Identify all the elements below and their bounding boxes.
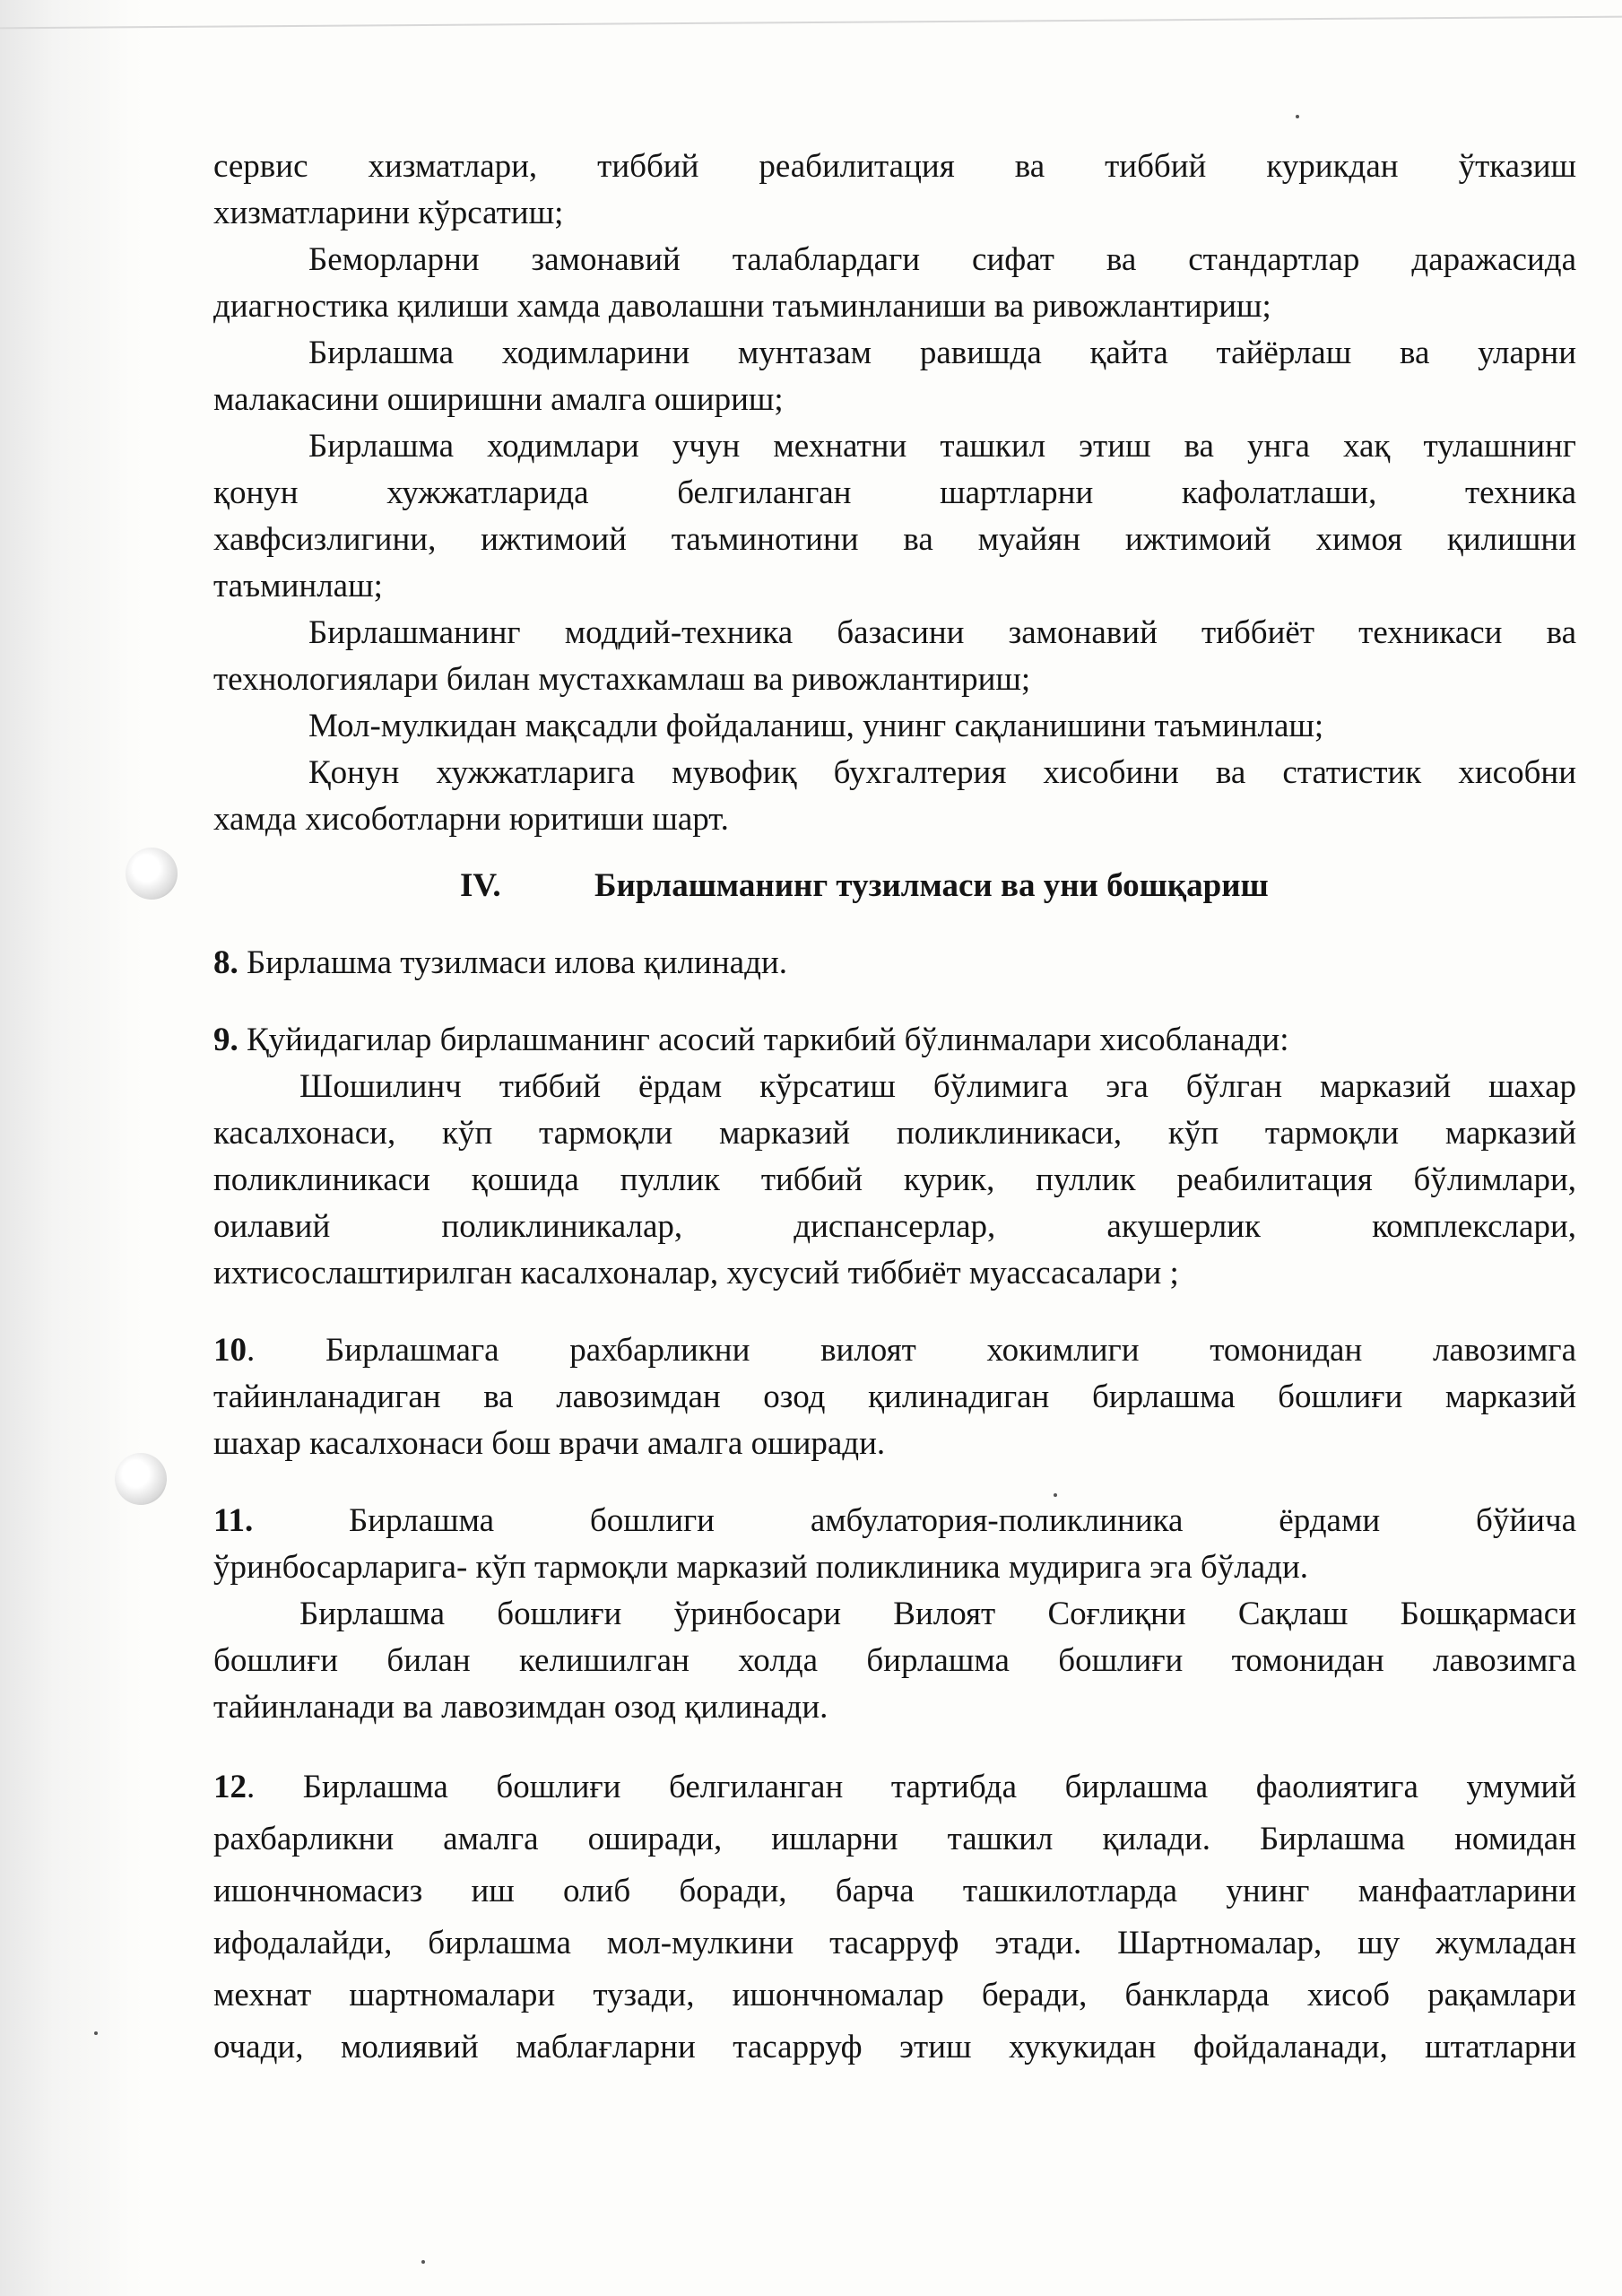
punch-hole <box>115 1453 167 1505</box>
item-text: . Бирлашмага рахбарликни вилоят хокимлиги томонидан лавозимга <box>247 1332 1576 1369</box>
section-heading <box>213 863 1576 909</box>
text-line: Шошилинч тиббий ёрдам кўрсатиш бўлимига эга бўлган марказий шахар <box>299 1068 1576 1105</box>
text-line: малакасини оширишни амалга ошириш; <box>213 381 784 418</box>
text-line: оилавий поликлиникалар, диспансерлар, акушерлик комплекслари, <box>213 1208 1576 1245</box>
text-line: Бирлашма бошлиғи ўринбосари Вилоят Соғлиқни Сақлаш Бошқармаси <box>299 1596 1576 1632</box>
text-line: қонун хужжатларида белгиланган шартларни кафолатлаши, техника <box>213 474 1576 511</box>
text-line: ўринбосарларига- кўп тармоқли марказий поликлиника мудирига эга бўлади. <box>213 1549 1308 1586</box>
item-11 <box>213 1498 1576 1544</box>
item-number: 11. <box>213 1502 254 1539</box>
sheet-top-edge <box>0 16 1622 30</box>
item-text: Бирлашма тузилмаси илова қилинади. <box>238 944 787 981</box>
text-line: диагностика қилиши хамда даволашни таъминланиши ва ривожлантириш; <box>213 288 1271 325</box>
item-12 <box>213 1761 1576 1813</box>
text-line: Бирлашма ходимлари учун мехнатни ташкил этиш ва унга хақ тулашнинг <box>308 428 1576 465</box>
text-line: хавфсизлигини, ижтимоий таъминотини ва муайян ижтимоий химоя қилишни <box>213 521 1576 558</box>
document-body <box>213 144 1576 2074</box>
text-line: Мол-мулкидан мақсадли фойдаланиш, унинг сақланишини таъминлаш; <box>308 708 1324 744</box>
item-text: Бирлашма бошлиги амбулатория-поликлиника ёрдами бўйича <box>253 1502 1576 1539</box>
text-line: хизматларини кўрсатиш; <box>213 195 564 231</box>
item-number: 9. <box>213 1022 239 1058</box>
text-line: очади, молиявий маблағларни тасарруф этиш хукукидан фойдаланади, штатларни <box>213 2029 1576 2066</box>
text-line: ишончномасиз иш олиб боради, барча ташкилотларда унинг манфаатларини <box>213 1873 1576 1909</box>
text-line: поликлиникаси қошида пуллик тиббий курик, пуллик реабилитация бўлимлари, <box>213 1161 1576 1198</box>
text-line: бошлиғи билан келишилган холда бирлашма бошлиғи томонидан лавозимга <box>213 1642 1576 1679</box>
text-line: Беморларни замонавий талаблардаги сифат ва стандартлар даражасида <box>308 241 1576 278</box>
text-line: ифодалайди, бирлашма мол-мулкини тасарруф этади. Шартномалар, шу жумладан <box>213 1925 1576 1961</box>
section-title: Бирлашманинг тузилмаси ва уни бошқариш <box>594 867 1269 904</box>
text-line: мехнат шартномалари тузади, ишончномалар беради, банкларда хисоб рақамлари <box>213 1977 1576 2013</box>
text-line: тайинланади ва лавозимдан озод қилинади. <box>213 1689 828 1726</box>
punch-hole <box>126 848 178 900</box>
item-10 <box>213 1327 1576 1374</box>
item-text: . Бирлашма бошлиғи белгиланган тартибда бирлашма фаолиятига умумий <box>247 1769 1576 1805</box>
item-number: 10 <box>213 1332 247 1369</box>
scan-speck <box>94 2031 98 2035</box>
text-line: ихтисослаштирилган касалхоналар, хусусий тиббиёт муассасалари ; <box>213 1255 1179 1292</box>
section-number: IV. <box>460 867 501 904</box>
scan-speck <box>421 2260 425 2264</box>
text-line: тайинланадиган ва лавозимдан озод қилинадиган бирлашма бошлиғи марказий <box>213 1378 1576 1415</box>
item-text: Қуйидагилар бирлашманинг асосий таркибий бўлинмалари хисобланади: <box>238 1022 1289 1058</box>
text-line: рахбарликни амалга оширади, ишларни ташкил қилади. Бирлашма номидан <box>213 1821 1576 1857</box>
text-line: Бирлашма ходимларини мунтазам равишда қайта тайёрлаш ва уларни <box>308 335 1576 371</box>
text-line: сервис хизматлари, тиббий реабилитация ва тиббий курикдан ўтказиш <box>213 148 1576 185</box>
text-line: касалхонаси, кўп тармоқли марказий поликлиникаси, кўп тармоқли марказий <box>213 1115 1576 1152</box>
scan-speck <box>1296 115 1299 118</box>
text-line: таъминлаш; <box>213 568 383 604</box>
item-9 <box>213 1017 1576 1064</box>
item-8 <box>213 940 1576 987</box>
sheet-edge-shadow <box>0 0 143 2296</box>
text-line: шахар касалхонаси бош врачи амалга оширади. <box>213 1425 886 1462</box>
item-number: 8. <box>213 944 239 981</box>
item-number: 12 <box>213 1769 247 1805</box>
text-line: технологиялари билан мустахкамлаш ва ривожлантириш; <box>213 661 1031 698</box>
text-line: хамда хисоботларни юритиши шарт. <box>213 801 729 838</box>
text-line: Бирлашманинг моддий-техника базасини замонавий тиббиёт техникаси ва <box>308 614 1576 651</box>
text-line: Қонун хужжатларига мувофиқ бухгалтерия хисобини ва статистик хисобни <box>308 754 1576 791</box>
